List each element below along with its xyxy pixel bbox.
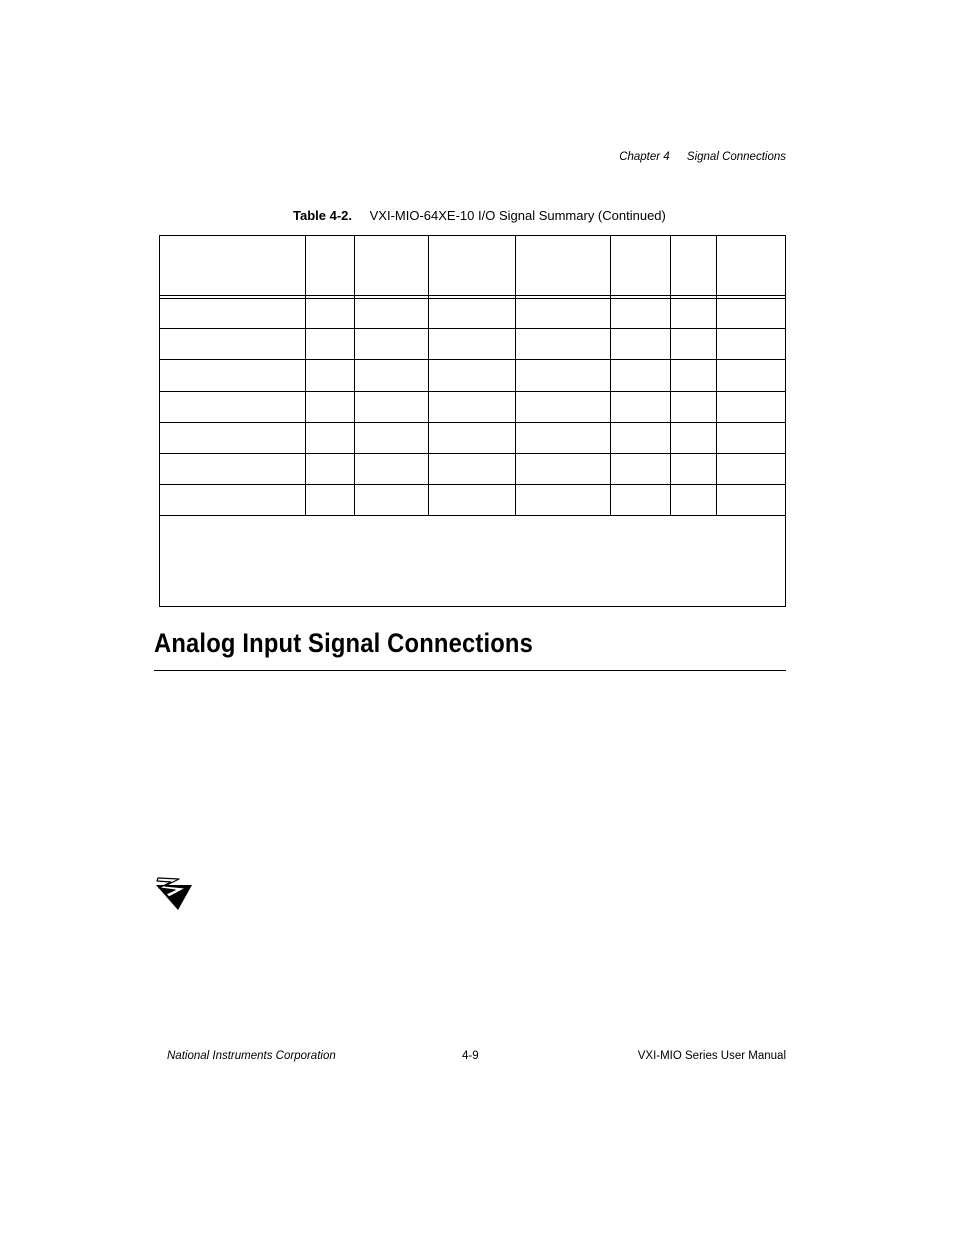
table-header-rule — [160, 295, 785, 296]
signal-summary-table — [159, 235, 786, 607]
header-section: Signal Connections — [686, 151, 786, 163]
table-row-divider — [160, 391, 785, 392]
warning-lightning-icon — [155, 877, 193, 911]
table-caption — [293, 208, 666, 223]
table-row-divider — [160, 515, 785, 516]
table-row-divider — [160, 328, 785, 329]
table-column-divider — [716, 236, 717, 516]
table-title: VXI-MIO-64XE-10 I/O Signal Summary (Continued) — [369, 208, 666, 223]
footer-page-number: 4-9 — [462, 1050, 479, 1062]
section-heading: Analog Input Signal Connections — [154, 628, 534, 658]
header-chapter: Chapter 4 — [619, 151, 670, 163]
table-column-divider — [515, 236, 516, 516]
table-column-divider — [670, 236, 671, 516]
table-row-divider — [160, 422, 785, 423]
section-rule — [154, 670, 786, 671]
table-column-divider — [428, 236, 429, 516]
table-column-divider — [610, 236, 611, 516]
table-column-divider — [354, 236, 355, 516]
table-row-divider — [160, 484, 785, 485]
table-row-divider — [160, 359, 785, 360]
table-label: Table 4-2. — [293, 208, 353, 223]
table-row-divider — [160, 453, 785, 454]
table-header-rule — [160, 298, 785, 299]
running-header — [619, 151, 786, 163]
footer-company: National Instruments Corporation — [167, 1050, 336, 1062]
footer-manual-title: VXI-MIO Series User Manual — [637, 1050, 786, 1062]
table-column-divider — [305, 236, 306, 516]
